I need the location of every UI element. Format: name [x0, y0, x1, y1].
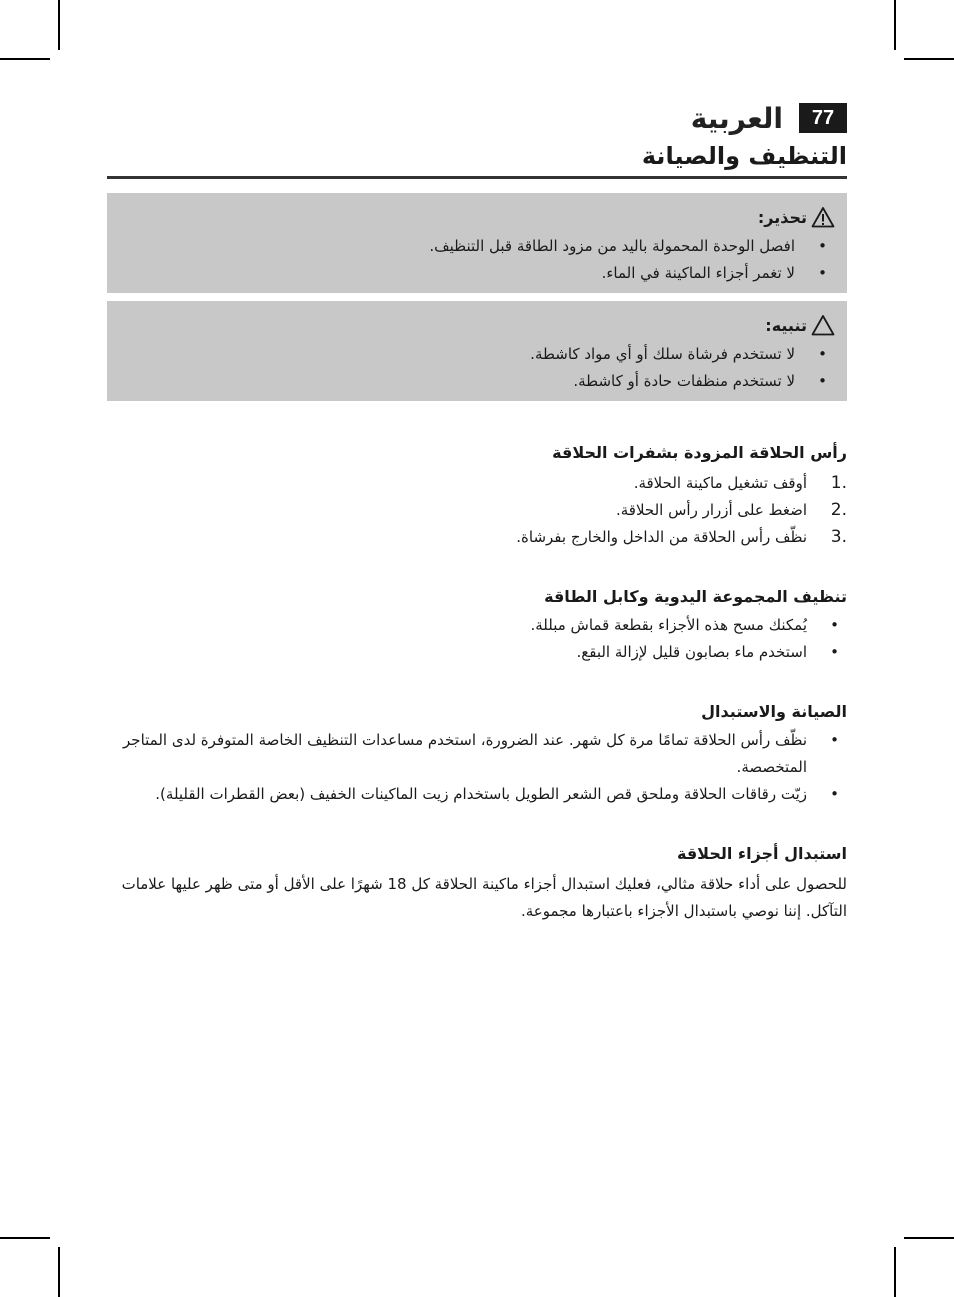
shaver-head-section: [107, 443, 847, 551]
page-number: 77: [799, 103, 847, 133]
bullet-icon: •: [830, 785, 839, 803]
crop-mark: [58, 0, 60, 50]
crop-mark: [894, 1247, 896, 1297]
warning-heading: [119, 203, 835, 231]
warning-list: [119, 233, 835, 287]
crop-mark: [904, 1237, 954, 1239]
caution-list: [119, 341, 835, 395]
list-item: • لا تستخدم منظفات حادة أو كاشطة.: [119, 368, 835, 395]
list-item: • لا تستخدم فرشاة سلك أو أي مواد كاشطة.: [119, 341, 835, 368]
bullet-icon: •: [830, 616, 839, 634]
maintenance-section: [107, 702, 847, 808]
page-title: التنظيف والصيانة: [107, 142, 847, 179]
bullet-icon: •: [830, 643, 839, 661]
list-item: 2. اضغط على أزرار رأس الحلاقة.: [615, 500, 847, 520]
bullet-icon: •: [830, 731, 839, 749]
list-item: • استخدم ماء بصابون قليل لإزالة البقع.: [107, 639, 847, 666]
warning-label: تحذير:: [757, 207, 807, 227]
bullet-icon: •: [818, 345, 827, 363]
handheld-section: [107, 587, 847, 666]
list-item: • زيّت رقاقات الحلاقة وملحق قص الشعر الطويل باستخدام زيت الماكينات الخفيف (بعض القطرات القليلة).: [107, 781, 847, 808]
replacement-paragraph: للحصول على أداء حلاقة مثالي، فعليك استبدال أجزاء ماكينة الحلاقة كل 18 شهرًا على الأقل أو متى ظهر عليها علامات التآكل. إننا نوصي باستبدال الأجزاء باعتبارها مجموعة.: [121, 875, 847, 920]
manual-page: [107, 100, 847, 925]
caution-triangle-icon: [811, 314, 835, 336]
list-item: 1. أوقف تشغيل ماكينة الحلاقة.: [633, 473, 847, 493]
list-item: • افصل الوحدة المحمولة باليد من مزود الطاقة قبل التنظيف.: [119, 233, 835, 260]
warning-triangle-icon: [811, 206, 835, 228]
caution-heading: [119, 311, 835, 339]
section-heading: تنظيف المجموعة اليدوية وكابل الطاقة: [544, 587, 847, 606]
crop-mark: [58, 1247, 60, 1297]
list-item: 3. نظّف رأس الحلاقة من الداخل والخارج بفرشاة.: [516, 527, 847, 547]
crop-mark: [904, 58, 954, 60]
bullet-icon: •: [818, 264, 827, 282]
bullet-icon: •: [818, 237, 827, 255]
list-item: • نظّف رأس الحلاقة تمامًا مرة كل شهر. عند الضرورة، استخدم مساعدات التنظيف الخاصة المتوفرة لدى المتاجر المتخصصة.: [107, 727, 847, 781]
steps-list: [107, 470, 847, 551]
section-heading: رأس الحلاقة المزودة بشفرات الحلاقة: [552, 443, 847, 462]
bullet-icon: •: [818, 372, 827, 390]
section-heading: الصيانة والاستبدال: [701, 702, 847, 721]
section-heading: استبدال أجزاء الحلاقة: [676, 844, 847, 863]
crop-mark: [0, 58, 50, 60]
crop-mark: [894, 0, 896, 50]
page-header: [107, 100, 847, 136]
caution-label: تنبيه:: [765, 315, 807, 335]
replacement-section: [107, 844, 847, 925]
language-label: العربية: [690, 101, 783, 135]
maintenance-list: [107, 727, 847, 808]
handheld-list: [107, 612, 847, 666]
list-item: • لا تغمر أجزاء الماكينة في الماء.: [119, 260, 835, 287]
warning-box: [107, 193, 847, 293]
caution-box: [107, 301, 847, 401]
crop-mark: [0, 1237, 50, 1239]
list-item: • يُمكنك مسح هذه الأجزاء بقطعة قماش مبللة.: [107, 612, 847, 639]
